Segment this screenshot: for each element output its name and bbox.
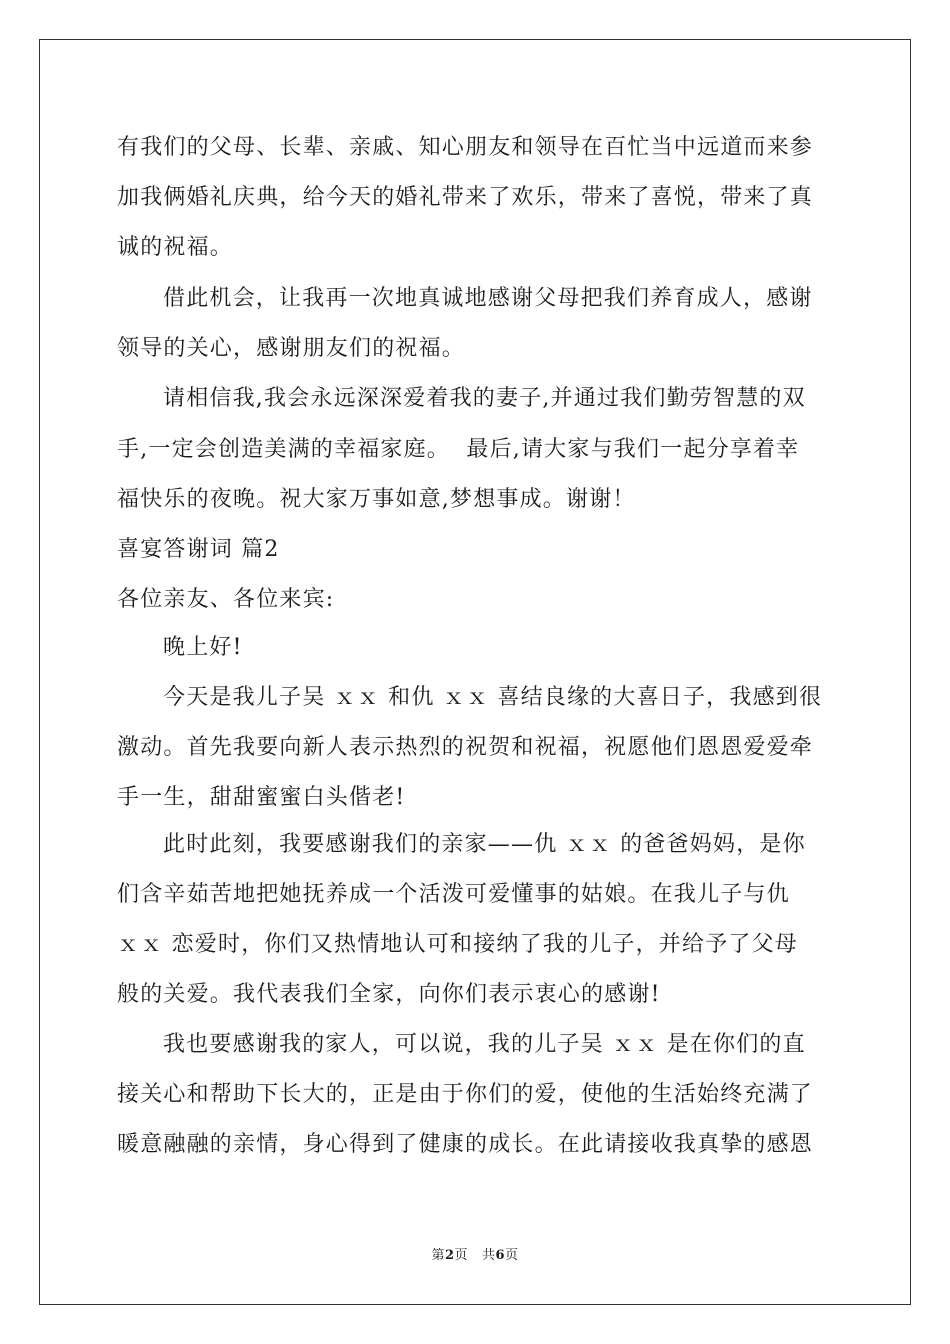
text-line: 手,一定会创造美满的幸福家庭。 最后,请大家与我们一起分享着幸 [117,437,800,462]
page-border [39,39,911,1305]
text-line: 请相信我,我会永远深深爱着我的妻子,并通过我们勤劳智慧的双 [163,386,806,411]
current-page-number: 2 [445,1248,455,1263]
text-line: 接关心和帮助下长大的，正是由于你们的爱，使他的生活始终充满了 [117,1082,814,1107]
text-line: 手一生，甜甜蜜蜜白头偕老! [117,785,406,810]
text-line: ｘｘ 恋爱时，你们又热情地认可和接纳了我的儿子，并给予了父母 [117,932,798,957]
text-line: 今天是我儿子吴 ｘｘ 和仇 ｘｘ 喜结良缘的大喜日子，我感到很 [163,685,823,710]
text-line: 加我俩婚礼庆典，给今天的婚礼带来了欢乐，带来了喜悦，带来了真 [117,185,814,210]
text-line: 领导的关心，感谢朋友们的祝福。 [117,336,466,361]
text-line: 暖意融融的亲情，身心得到了健康的成长。在此请接收我真挚的感恩 [117,1132,814,1157]
text-line: 诚的祝福。 [117,235,234,260]
page-suffix: 页 [505,1248,519,1263]
text-line: 有我们的父母、长辈、亲戚、知心朋友和领导在百忙当中远道而来参 [117,135,814,160]
greeting: 晚上好! [163,635,243,660]
text-line: 激动。首先我要向新人表示热烈的祝贺和祝福，祝愿他们恩恩爱爱牵 [117,735,814,760]
page-number-footer [0,1248,950,1264]
page-prefix: 第 [431,1248,445,1263]
text-line: 我也要感谢我的家人，可以说，我的儿子吴 ｘｘ 是在你们的直 [163,1032,806,1057]
text-line: 般的关爱。我代表我们全家，向你们表示衷心的感谢! [117,982,661,1007]
text-line: 福快乐的夜晚。祝大家万事如意,梦想事成。谢谢！ [117,487,636,512]
text-line: 借此机会，让我再一次地真诚地感谢父母把我们养育成人，感谢 [163,286,813,311]
page-mid: 页 共 [454,1248,496,1263]
text-line: 们含辛茹苦地把她抚养成一个活泼可爱懂事的姑娘。在我儿子与仇 [117,882,790,907]
section-heading: 喜宴答谢词 篇2 [117,537,280,562]
salutation: 各位亲友、各位来宾: [117,587,335,612]
text-line: 此时此刻，我要感谢我们的亲家——仇 ｘｘ 的爸爸妈妈，是你 [163,832,806,857]
total-page-number: 6 [495,1248,505,1263]
